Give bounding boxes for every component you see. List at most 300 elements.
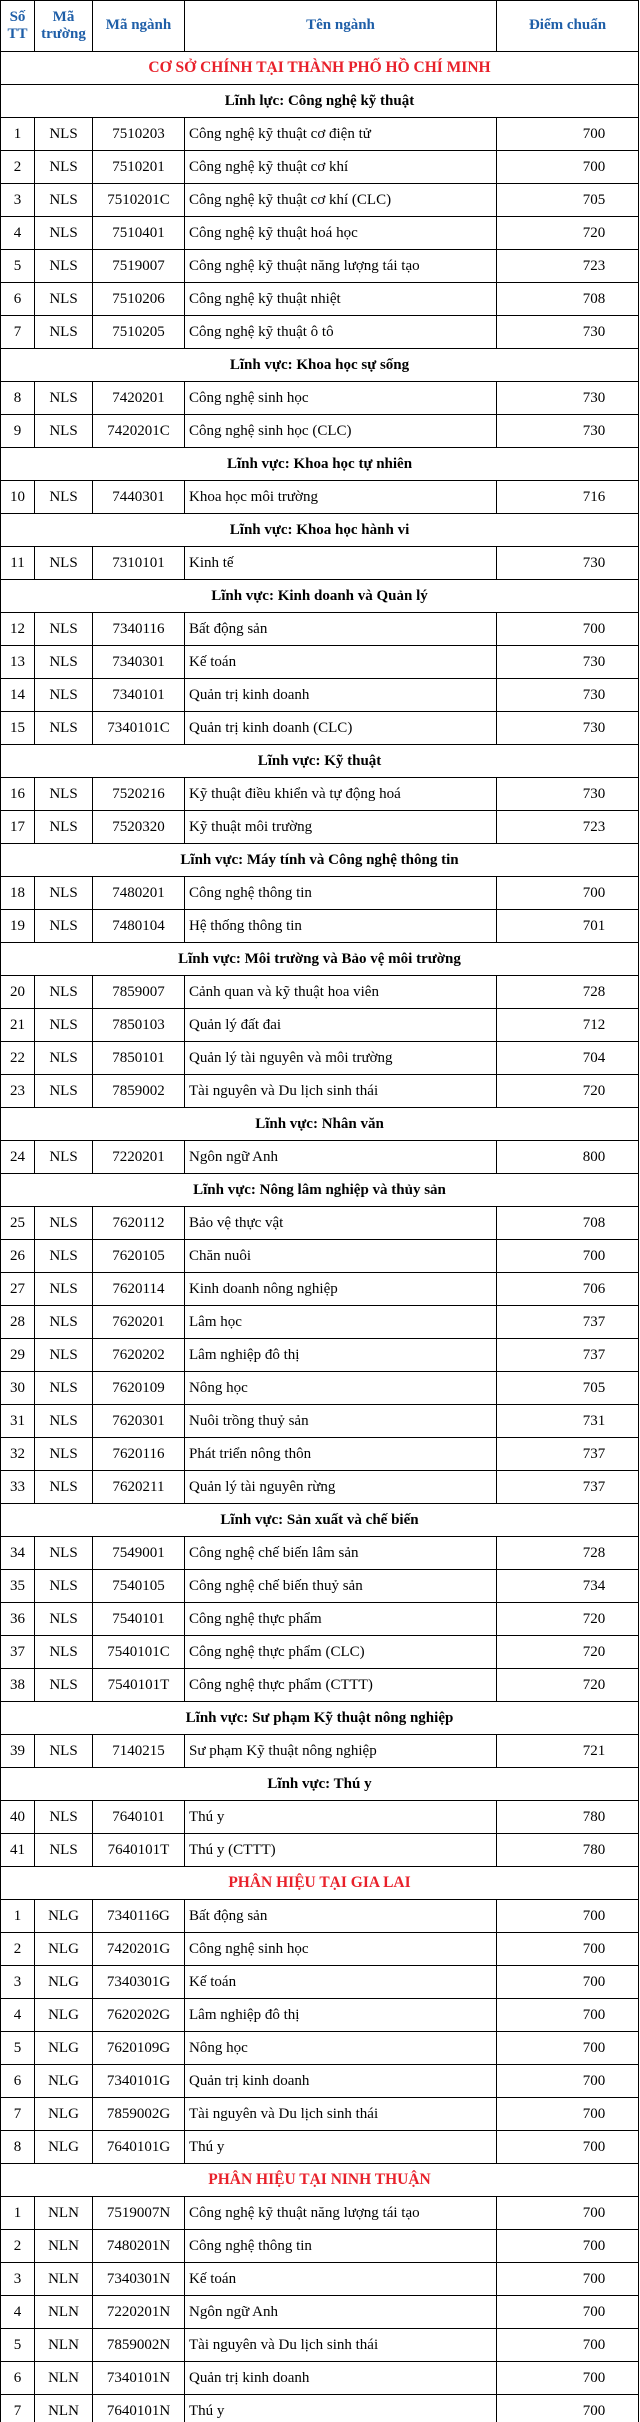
major-name: Kế toán [185,646,497,679]
row-number: 38 [1,1669,35,1702]
field-heading: Lĩnh vực: Máy tính và Công nghệ thông tin [1,844,639,877]
row-number: 3 [1,2263,35,2296]
school-code: NLS [35,1207,93,1240]
school-code: NLS [35,283,93,316]
admission-score: 730 [497,316,639,349]
major-name: Quản trị kinh doanh [185,679,497,712]
table-row [1,1735,639,1768]
admission-score: 730 [497,646,639,679]
admission-score: 708 [497,1207,639,1240]
major-code: 7420201 [93,382,185,415]
table-row [1,811,639,844]
major-name: Kỹ thuật điều khiển và tự động hoá [185,778,497,811]
field-heading-row [1,844,639,877]
campus-heading-row [1,2164,639,2197]
row-number: 8 [1,382,35,415]
row-number: 6 [1,283,35,316]
school-code: NLS [35,382,93,415]
row-number: 9 [1,415,35,448]
field-heading: Lĩnh vực: Kỹ thuật [1,745,639,778]
admission-score: 700 [497,151,639,184]
school-code: NLS [35,1669,93,1702]
admission-score: 721 [497,1735,639,1768]
table-row [1,1933,639,1966]
school-code: NLN [35,2395,93,2422]
major-code: 7340101N [93,2362,185,2395]
field-heading: Lĩnh vực: Thú y [1,1768,639,1801]
school-code: NLS [35,1372,93,1405]
major-code: 7520216 [93,778,185,811]
school-code: NLS [35,1471,93,1504]
admission-score: 737 [497,1339,639,1372]
row-number: 3 [1,1966,35,1999]
major-name: Thú y [185,1801,497,1834]
admission-score: 723 [497,811,639,844]
major-code: 7640101G [93,2131,185,2164]
admission-score: 730 [497,679,639,712]
major-name: Bảo vệ thực vật [185,1207,497,1240]
row-number: 15 [1,712,35,745]
major-name: Thú y [185,2395,497,2422]
field-heading: Lĩnh vực: Sư phạm Kỹ thuật nông nghiệp [1,1702,639,1735]
admission-score: 700 [497,2197,639,2230]
table-row [1,118,639,151]
admission-score: 700 [497,2362,639,2395]
major-code: 7510201C [93,184,185,217]
admission-score: 700 [497,2098,639,2131]
major-code: 7850103 [93,1009,185,1042]
school-code: NLS [35,1570,93,1603]
admission-score: 730 [497,382,639,415]
row-number: 4 [1,2296,35,2329]
table-row [1,2329,639,2362]
major-name: Công nghệ kỹ thuật hoá học [185,217,497,250]
school-code: NLG [35,1999,93,2032]
table-row [1,1966,639,1999]
school-code: NLN [35,2362,93,2395]
table-row [1,2197,639,2230]
school-code: NLS [35,1834,93,1867]
header-major-name: Tên ngành [185,1,497,52]
school-code: NLS [35,1537,93,1570]
table-row [1,1801,639,1834]
table-row [1,1669,639,1702]
table-row [1,2131,639,2164]
table-row [1,184,639,217]
field-heading-row [1,1174,639,1207]
field-heading-row [1,349,639,382]
major-code: 7140215 [93,1735,185,1768]
row-number: 6 [1,2065,35,2098]
row-number: 6 [1,2362,35,2395]
field-heading: Lĩnh vực: Kinh doanh và Quản lý [1,580,639,613]
major-code: 7859002 [93,1075,185,1108]
school-code: NLS [35,1141,93,1174]
school-code: NLN [35,2296,93,2329]
row-number: 20 [1,976,35,1009]
field-heading: Lĩnh vực: Khoa học hành vi [1,514,639,547]
table-row [1,613,639,646]
major-code: 7640101N [93,2395,185,2422]
table-row [1,481,639,514]
admission-score: 700 [497,1933,639,1966]
major-code: 7859002G [93,2098,185,2131]
table-row [1,1834,639,1867]
row-number: 25 [1,1207,35,1240]
major-code: 7480201N [93,2230,185,2263]
major-name: Công nghệ kỹ thuật nhiệt [185,283,497,316]
row-number: 4 [1,217,35,250]
admission-score: 700 [497,118,639,151]
school-code: NLS [35,151,93,184]
major-name: Quản trị kinh doanh [185,2362,497,2395]
table-row [1,2395,639,2422]
school-code: NLS [35,1240,93,1273]
admission-score: 730 [497,712,639,745]
major-code: 7340101 [93,679,185,712]
major-code: 7340101C [93,712,185,745]
table-row [1,1999,639,2032]
table-row [1,1438,639,1471]
row-number: 41 [1,1834,35,1867]
field-heading-row [1,85,639,118]
school-code: NLS [35,1339,93,1372]
admission-score: 720 [497,217,639,250]
school-code: NLS [35,1306,93,1339]
admission-score: 700 [497,2065,639,2098]
table-row [1,1537,639,1570]
major-name: Thú y [185,2131,497,2164]
row-number: 19 [1,910,35,943]
major-name: Kinh tế [185,547,497,580]
major-name: Phát triển nông thôn [185,1438,497,1471]
admission-score: 720 [497,1075,639,1108]
table-header-row [1,1,639,52]
table-row [1,712,639,745]
row-number: 21 [1,1009,35,1042]
field-heading-row [1,943,639,976]
major-name: Tài nguyên và Du lịch sinh thái [185,2329,497,2362]
school-code: NLG [35,2131,93,2164]
admission-score: 700 [497,1900,639,1933]
row-number: 28 [1,1306,35,1339]
major-code: 7540101 [93,1603,185,1636]
row-number: 4 [1,1999,35,2032]
major-name: Công nghệ kỹ thuật năng lượng tái tạo [185,250,497,283]
admission-score: 720 [497,1603,639,1636]
major-name: Nông học [185,1372,497,1405]
table-row [1,1273,639,1306]
major-name: Quản lý tài nguyên rừng [185,1471,497,1504]
admission-score: 728 [497,1537,639,1570]
row-number: 18 [1,877,35,910]
row-number: 40 [1,1801,35,1834]
major-code: 7519007 [93,250,185,283]
row-number: 24 [1,1141,35,1174]
table-row [1,1570,639,1603]
row-number: 7 [1,2395,35,2422]
campus-heading: PHÂN HIỆU TẠI NINH THUẬN [1,2164,639,2197]
table-row [1,778,639,811]
header-stt: Số TT [1,1,35,52]
table-row [1,2098,639,2131]
school-code: NLS [35,976,93,1009]
school-code: NLS [35,250,93,283]
school-code: NLN [35,2329,93,2362]
major-code: 7519007N [93,2197,185,2230]
header-school-code: Mã trường [35,1,93,52]
school-code: NLN [35,2197,93,2230]
admission-score: 730 [497,778,639,811]
major-code: 7850101 [93,1042,185,1075]
admission-score: 700 [497,2032,639,2065]
table-row [1,1372,639,1405]
school-code: NLS [35,1438,93,1471]
field-heading-row [1,514,639,547]
row-number: 23 [1,1075,35,1108]
admission-score: 800 [497,1141,639,1174]
major-code: 7640101 [93,1801,185,1834]
major-code: 7520320 [93,811,185,844]
major-code: 7859007 [93,976,185,1009]
major-name: Tài nguyên và Du lịch sinh thái [185,2098,497,2131]
admission-score: 700 [497,1240,639,1273]
major-code: 7340301G [93,1966,185,1999]
admission-score: 700 [497,2329,639,2362]
table-row [1,283,639,316]
major-code: 7640101T [93,1834,185,1867]
major-code: 7620211 [93,1471,185,1504]
table-row [1,679,639,712]
table-row [1,217,639,250]
table-row [1,2065,639,2098]
major-name: Công nghệ thông tin [185,2230,497,2263]
school-code: NLS [35,1636,93,1669]
school-code: NLG [35,2065,93,2098]
table-row [1,1339,639,1372]
school-code: NLS [35,613,93,646]
major-name: Nông học [185,2032,497,2065]
table-row [1,1240,639,1273]
major-code: 7510203 [93,118,185,151]
admission-score: 706 [497,1273,639,1306]
admission-score: 700 [497,2395,639,2422]
major-code: 7480104 [93,910,185,943]
major-name: Công nghệ kỹ thuật ô tô [185,316,497,349]
row-number: 36 [1,1603,35,1636]
admission-score: 780 [497,1834,639,1867]
row-number: 31 [1,1405,35,1438]
table-row [1,2230,639,2263]
major-name: Quản lý tài nguyên và môi trường [185,1042,497,1075]
header-major-code: Mã ngành [93,1,185,52]
school-code: NLS [35,415,93,448]
admission-score: 700 [497,1966,639,1999]
table-row [1,1636,639,1669]
major-code: 7620201 [93,1306,185,1339]
major-code: 7620112 [93,1207,185,1240]
admission-score: 737 [497,1306,639,1339]
major-name: Thú y (CTTT) [185,1834,497,1867]
major-name: Lâm nghiệp đô thị [185,1339,497,1372]
campus-heading-row [1,52,639,85]
admission-score: 737 [497,1471,639,1504]
table-row [1,1009,639,1042]
admission-score: 701 [497,910,639,943]
table-row [1,547,639,580]
row-number: 22 [1,1042,35,1075]
table-row [1,1900,639,1933]
admission-score: 708 [497,283,639,316]
school-code: NLS [35,184,93,217]
table-row [1,1471,639,1504]
major-name: Công nghệ sinh học [185,382,497,415]
major-name: Hệ thống thông tin [185,910,497,943]
major-name: Lâm học [185,1306,497,1339]
major-code: 7420201C [93,415,185,448]
admission-score: 712 [497,1009,639,1042]
major-name: Công nghệ sinh học (CLC) [185,415,497,448]
school-code: NLS [35,1735,93,1768]
major-code: 7540105 [93,1570,185,1603]
school-code: NLS [35,1075,93,1108]
major-code: 7480201 [93,877,185,910]
major-code: 7540101C [93,1636,185,1669]
major-code: 7220201N [93,2296,185,2329]
admission-score: 720 [497,1636,639,1669]
table-row [1,1207,639,1240]
major-name: Công nghệ kỹ thuật cơ khí [185,151,497,184]
row-number: 1 [1,118,35,151]
school-code: NLS [35,217,93,250]
school-code: NLG [35,1900,93,1933]
field-heading: Lĩnh vực: Khoa học tự nhiên [1,448,639,481]
table-row [1,2263,639,2296]
field-heading-row [1,1768,639,1801]
major-code: 7620202 [93,1339,185,1372]
school-code: NLN [35,2230,93,2263]
table-row [1,1141,639,1174]
field-heading-row [1,580,639,613]
school-code: NLS [35,1405,93,1438]
major-name: Kỹ thuật môi trường [185,811,497,844]
row-number: 16 [1,778,35,811]
table-row [1,382,639,415]
row-number: 26 [1,1240,35,1273]
major-code: 7340301 [93,646,185,679]
row-number: 1 [1,2197,35,2230]
admission-score: 705 [497,184,639,217]
school-code: NLG [35,2098,93,2131]
field-heading: Lĩnh vực: Môi trường và Bảo vệ môi trường [1,943,639,976]
field-heading: Lĩnh vực: Nhân văn [1,1108,639,1141]
school-code: NLG [35,1966,93,1999]
row-number: 37 [1,1636,35,1669]
major-code: 7540101T [93,1669,185,1702]
admission-score: 720 [497,1669,639,1702]
major-code: 7620301 [93,1405,185,1438]
admission-score: 704 [497,1042,639,1075]
field-heading-row [1,1504,639,1537]
major-code: 7340116 [93,613,185,646]
major-name: Chăn nuôi [185,1240,497,1273]
major-name: Khoa học môi trường [185,481,497,514]
school-code: NLN [35,2263,93,2296]
row-number: 32 [1,1438,35,1471]
major-code: 7220201 [93,1141,185,1174]
major-name: Kế toán [185,1966,497,1999]
table-row [1,2362,639,2395]
table-row [1,1075,639,1108]
admission-score: 700 [497,2263,639,2296]
admission-score: 737 [497,1438,639,1471]
school-code: NLS [35,778,93,811]
major-name: Công nghệ chế biến thuỷ sản [185,1570,497,1603]
admission-score: 734 [497,1570,639,1603]
school-code: NLS [35,646,93,679]
row-number: 17 [1,811,35,844]
row-number: 30 [1,1372,35,1405]
major-code: 7510205 [93,316,185,349]
row-number: 13 [1,646,35,679]
school-code: NLG [35,1933,93,1966]
campus-heading: PHÂN HIỆU TẠI GIA LAI [1,1867,639,1900]
admission-score: 700 [497,1999,639,2032]
table-row [1,2032,639,2065]
school-code: NLS [35,1801,93,1834]
major-code: 7620116 [93,1438,185,1471]
table-row [1,1405,639,1438]
table-row [1,1603,639,1636]
major-name: Sư phạm Kỹ thuật nông nghiệp [185,1735,497,1768]
row-number: 27 [1,1273,35,1306]
major-name: Nuôi trồng thuỷ sản [185,1405,497,1438]
school-code: NLS [35,1603,93,1636]
major-code: 7859002N [93,2329,185,2362]
major-name: Kế toán [185,2263,497,2296]
admission-score: 730 [497,415,639,448]
school-code: NLS [35,547,93,580]
major-name: Công nghệ thực phẩm (CTTT) [185,1669,497,1702]
major-name: Quản trị kinh doanh (CLC) [185,712,497,745]
row-number: 14 [1,679,35,712]
admission-score: 730 [497,547,639,580]
major-code: 7620202G [93,1999,185,2032]
campus-heading: CƠ SỞ CHÍNH TẠI THÀNH PHỐ HỒ CHÍ MINH [1,52,639,85]
major-code: 7620109G [93,2032,185,2065]
header-score: Điểm chuẩn [497,1,639,52]
major-name: Công nghệ kỹ thuật cơ điện tử [185,118,497,151]
row-number: 8 [1,2131,35,2164]
row-number: 34 [1,1537,35,1570]
major-code: 7340116G [93,1900,185,1933]
major-name: Công nghệ thực phẩm [185,1603,497,1636]
row-number: 33 [1,1471,35,1504]
major-name: Công nghệ kỹ thuật năng lượng tái tạo [185,2197,497,2230]
admission-score: 731 [497,1405,639,1438]
school-code: NLG [35,2032,93,2065]
table-row [1,877,639,910]
row-number: 39 [1,1735,35,1768]
major-code: 7510201 [93,151,185,184]
field-heading: Lĩnh vực: Sản xuất và chế biến [1,1504,639,1537]
school-code: NLS [35,1273,93,1306]
row-number: 1 [1,1900,35,1933]
major-code: 7510206 [93,283,185,316]
table-body [1,52,639,2422]
major-name: Bất động sản [185,613,497,646]
major-code: 7340101G [93,2065,185,2098]
